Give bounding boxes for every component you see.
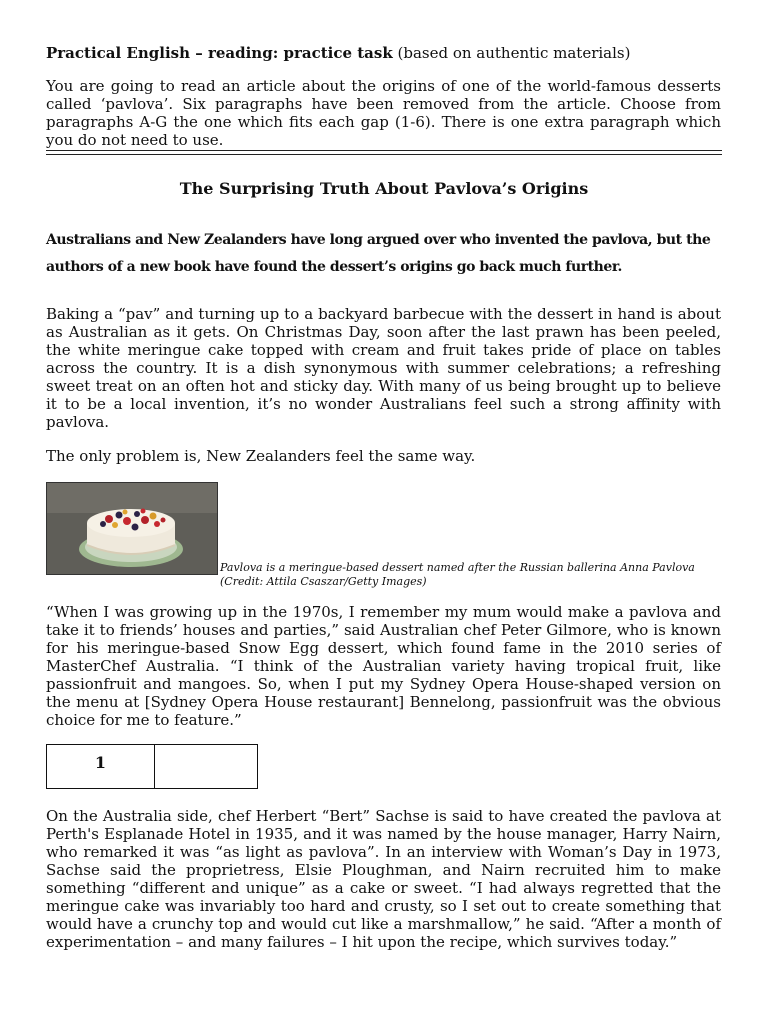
photo-caption — [220, 561, 740, 589]
task-title-bold: Practical English – reading: practice task — [46, 44, 393, 62]
article-paragraph-2: The only problem is, New Zealanders feel the same way. — [46, 447, 476, 465]
task-title-note: (based on authentic materials) — [397, 44, 631, 62]
article-paragraph-4: On the Australia side, chef Herbert “Bert” Sachse is said to have created the pavlova at Perth's Esplanade Hotel in 1935, and it was named by the house manager, Harry Nairn, who remarked it was “as light as pavlova”. In an interview with Woman’s Day in 1973, Sachse said the proprietress, Elsie Ploughman, and Nairn recruited him to make something “different and unique” as a cake or sweet. “I had always regretted that the meringue cake was invariably too hard and crusty, so I set out to create something that would have a crunchy top and would cut like a marshmallow,” he said. “After a month of experimentation – and many failures – I hit upon the recipe, which survives today.” — [46, 807, 721, 951]
divider-rule — [46, 150, 722, 151]
article-paragraph-1: Baking a “pav” and turning up to a backyard barbecue with the dessert in hand is about as Australian as it gets. On Christmas Day, soon after the last prawn has been peeled, the white meringue cake topped with cream and fruit takes pride of place on tables across the country. It is a dish synonymous with summer celebrations; a refreshing sweet treat on an often hot and sticky day. With many of us being brought up to believe it to be a local invention, it’s no wonder Australians feel such a strong affinity with pavlova. — [46, 305, 721, 431]
caption-text: Pavlova is a meringue-based dessert named after the Russian ballerina Anna Pavlova — [220, 561, 695, 574]
article-headline: The Surprising Truth About Pavlova’s Origins — [179, 179, 589, 198]
article-standfirst: Australians and New Zealanders have long argued over who invented the pavlova, but the authors of a new book have found the dessert’s origins go back much further. — [46, 232, 711, 275]
task-title — [46, 43, 726, 63]
divider-rule — [46, 154, 722, 155]
task-instructions: You are going to read an article about the origins of one of the world-famous desserts called ‘pavlova’. Six paragraphs have been removed from the article. Choose from paragraphs A-G the one which fits each gap (1-6). There is one extra paragraph which you do not need to use. — [46, 77, 721, 149]
caption-credit: (Credit: Attila Csaszar/Getty Images) — [220, 575, 427, 588]
gap-answer-cell[interactable] — [155, 745, 257, 788]
pavlova-photo — [46, 482, 218, 575]
gap-answer-box — [46, 744, 258, 789]
gap-number: 1 — [47, 745, 155, 788]
article-paragraph-3: “When I was growing up in the 1970s, I remember my mum would make a pavlova and take it to friends’ houses and parties,” said Australian chef Peter Gilmore, who is known for his meringue-based Snow Egg dessert, which found fame in the 2010 series of MasterChef Australia. “I think of the Australian variety having tropical fruit, like passionfruit and mangoes. So, when I put my Sydney Opera House-shaped version on the menu at [Sydney Opera House restaurant] Bennelong, passionfruit was the obvious choice for me to feature.” — [46, 603, 721, 729]
